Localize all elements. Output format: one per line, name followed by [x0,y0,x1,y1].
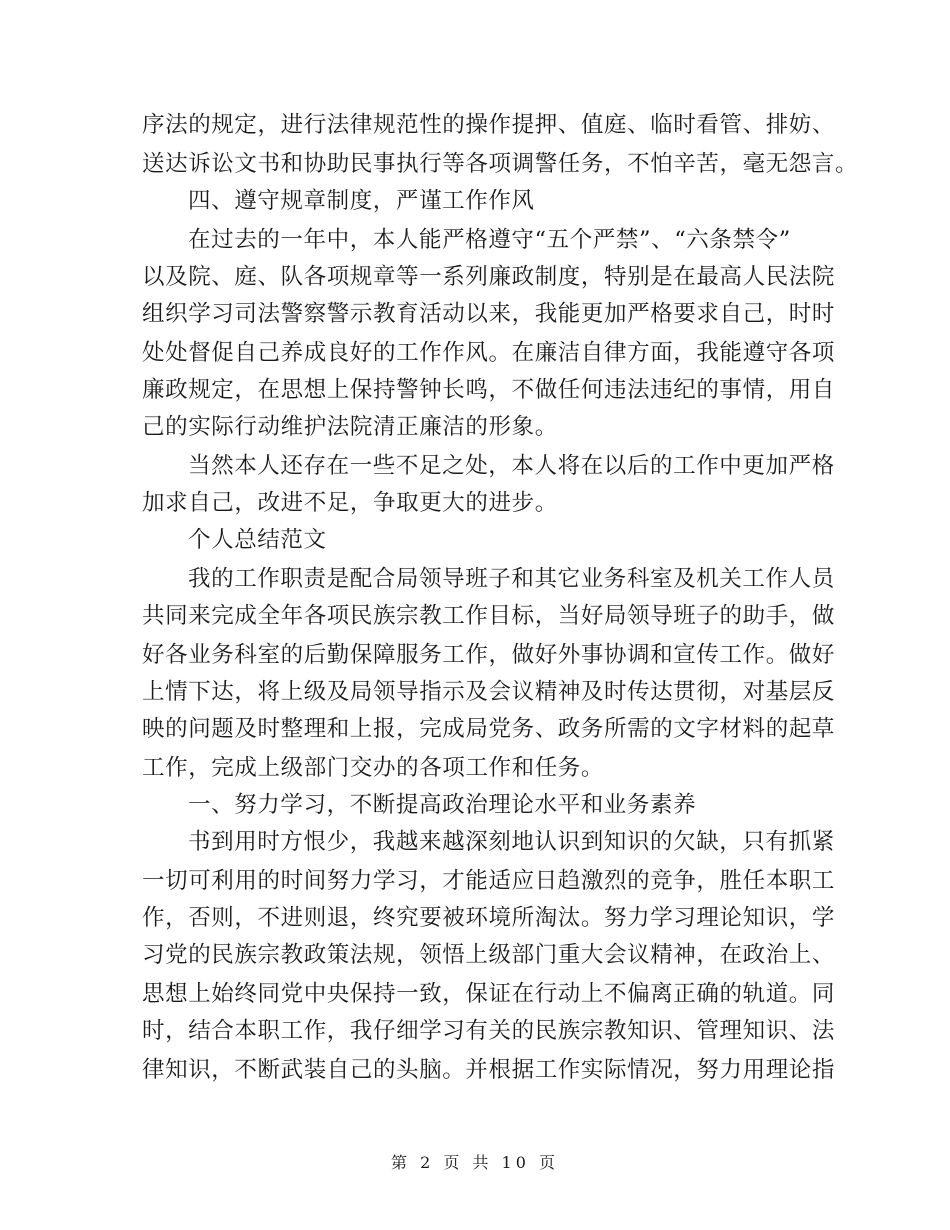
text-line: 工作，完成上级部门交办的各项工作和任务。 [142,755,605,781]
text-line: 当然本人还存在一些不足之处，本人将在以后的工作中更加严格 [188,453,835,479]
text-line: 作，否则，不进则退，终究要被环境所淘汰。努力学习理论知识，学 [142,905,836,931]
text-line: 序法的规定，进行法律规范性的操作提押、值庭、临时看管、排妨、 [142,112,836,138]
text-line: 送达诉讼文书和协助民事执行等各项调警任务，不怕辛苦，毫无怨言。 [142,151,859,177]
text-line: 上情下达，将上级及局领导指示及会议精神及时传达贯彻，对基层反 [142,679,836,705]
page-number-footer: 第 2 页 共 10 页 [391,1153,559,1172]
text-line: 加求自己，改进不足，争取更大的进步。 [142,490,558,516]
text-line: 习党的民族宗教政策法规，领悟上级部门重大会议精神，在政治上、 [142,942,836,968]
section-heading: 四、遵守规章制度，严谨工作作风 [188,188,535,214]
text-line: 处处督促自己养成良好的工作作风。在廉洁自律方面，我能遵守各项 [142,340,836,366]
text-line: 组织学习司法警察警示教育活动以来，我能更加严格要求自己，时时 [142,301,836,327]
section-heading: 一、努力学习，不断提高政治理论水平和业务素养 [188,792,697,818]
text-line: 我的工作职责是配合局领导班子和其它业务科室及机关工作人员 [188,566,835,592]
text-line: 廉政规定，在思想上保持警钟长鸣，不做任何违法违纪的事情，用自 [142,377,836,403]
text-line: 映的问题及时整理和上报，完成局党务、政务所需的文字材料的起草 [142,716,836,742]
text-line: 思想上始终同党中央保持一致，保证在行动上不偏离正确的轨道。同 [142,981,836,1007]
text-line: 在过去的一年中，本人能严格遵守“五个严禁”、“六条禁令” [188,227,791,253]
text-line: 好各业务科室的后勤保障服务工作，做好外事协调和宣传工作。做好 [142,642,836,668]
section-heading: 个人总结范文 [188,527,327,553]
text-line: 律知识，不断武装自己的头脑。并根据工作实际情况，努力用理论指 [142,1057,836,1083]
text-line: 己的实际行动维护法院清正廉洁的形象。 [142,414,558,440]
text-line: 共同来完成全年各项民族宗教工作目标，当好局领导班子的助手，做 [142,603,836,629]
text-line: 以及院、庭、队各项规章等一系列廉政制度，特别是在最高人民法院 [142,264,836,290]
text-line: 一切可利用的时间努力学习，才能适应日趋激烈的竞争，胜任本职工 [142,868,836,894]
text-line: 时，结合本职工作，我仔细学习有关的民族宗教知识、管理知识、法 [142,1018,836,1044]
text-line: 书到用时方恨少，我越来越深刻地认识到知识的欠缺，只有抓紧 [188,829,835,855]
